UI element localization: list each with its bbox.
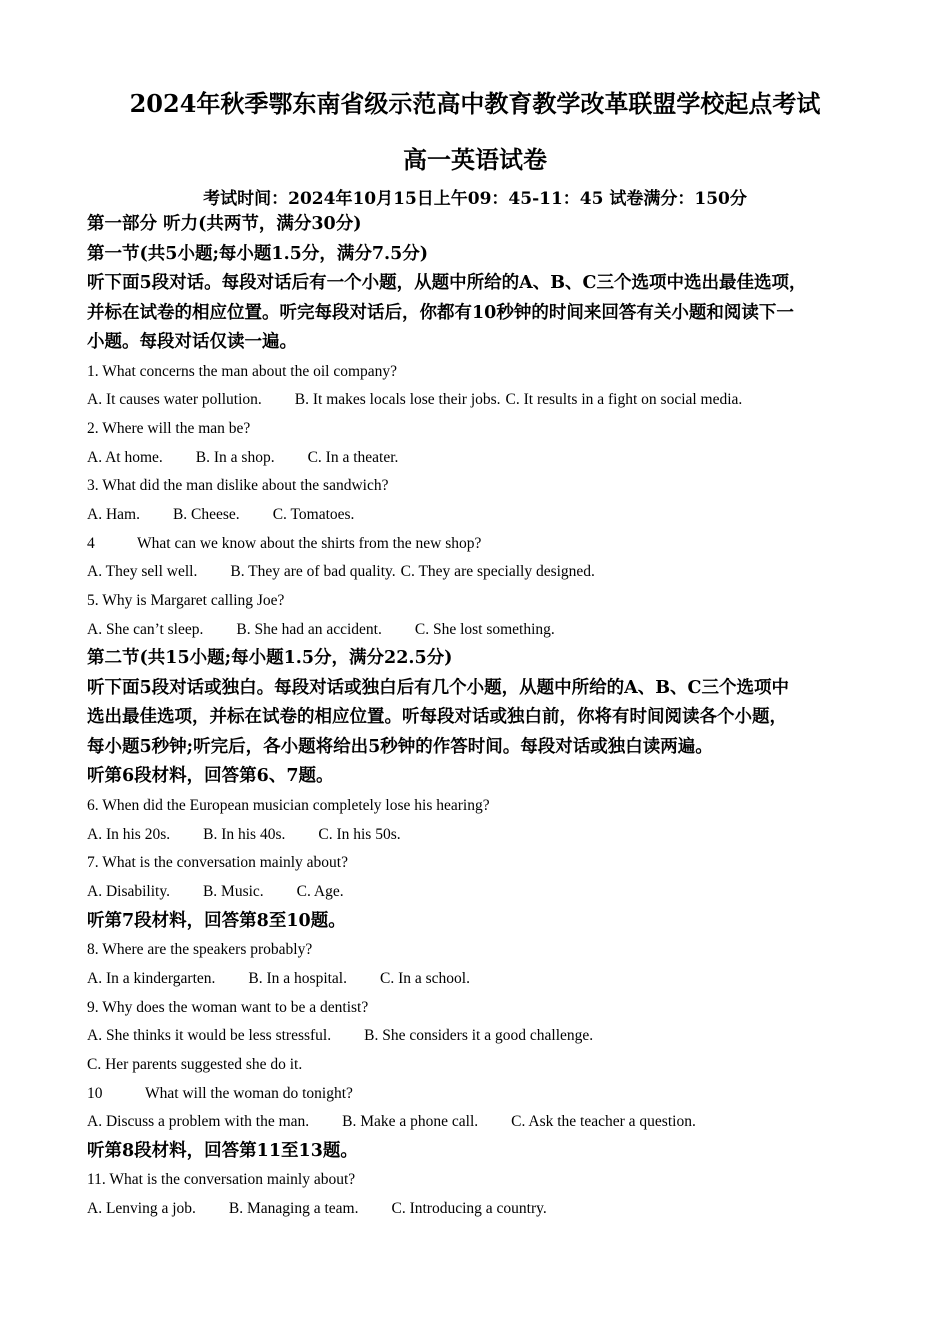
option-c: C. In a school. (380, 969, 470, 987)
question-4-options (87, 558, 877, 587)
question-3-options (87, 501, 877, 530)
option-b: B. They are of bad quality. (230, 563, 396, 581)
question-9: 9. Why does the woman want to be a dentist? (87, 998, 369, 1016)
option-b: B. Music. (202, 882, 264, 900)
option-a: A. At home. (87, 448, 163, 466)
exam-info: 考试时间：2024年10月15日上午09：45-11：45 试卷满分：150分 (203, 189, 747, 209)
question-7: 7. What is the conversation mainly about? (87, 854, 348, 872)
question-8-options (87, 965, 877, 994)
exam-subtitle: 高一英语试卷 (403, 145, 547, 174)
option-b: B. It makes locals lose their jobs. (294, 391, 501, 409)
question-9-option-c: C. Her parents suggested she do it. (87, 1055, 303, 1073)
question-4 (87, 530, 877, 559)
section1-instruction-line: 听下面5段对话。每段对话后有一个小题，从题中所给的A、B、C三个选项中选出最佳选项， (87, 273, 807, 293)
option-b: B. Make a phone call. (342, 1113, 479, 1131)
option-a: A. In a kindergarten. (87, 969, 216, 987)
group-6-heading: 听第6段材料，回答第6、7题。 (87, 766, 334, 787)
option-c: C. Age. (296, 882, 344, 900)
option-c: C. Tomatoes. (272, 505, 355, 523)
option-b: B. In a shop. (195, 448, 275, 466)
option-a: A. She thinks it would be less stressful. (87, 1027, 332, 1045)
question-11-options (87, 1195, 877, 1224)
question-1: 1. What concerns the man about the oil company? (87, 362, 398, 380)
option-a: A. Disability. (87, 882, 170, 900)
question-5-options (87, 616, 877, 645)
question-8: 8. Where are the speakers probably? (87, 941, 313, 959)
section2-instruction-line: 每小题5秒钟;听完后，各小题将给出5秒钟的作答时间。每段对话或独白读两遍。 (87, 736, 713, 757)
section1-instruction-line: 并标在试卷的相应位置。听完每段对话后，你都有10秒钟的时间来回答有关小题和阅读下一 (87, 302, 794, 323)
option-c: C. It results in a fight on social media. (505, 391, 743, 409)
option-a: A. It causes water pollution. (87, 391, 262, 409)
option-c: C. She lost something. (414, 620, 555, 638)
option-b: B. Cheese. (172, 505, 240, 523)
section2-instruction-line: 选出最佳选项，并标在试卷的相应位置。听每段对话或独白前，你将有时间阅读各个小题， (87, 707, 787, 728)
option-a: A. They sell well. (87, 563, 198, 581)
question-9-options (87, 1022, 877, 1051)
option-b: B. Managing a team. (228, 1200, 359, 1218)
question-10 (87, 1080, 877, 1109)
option-c: C. Ask the teacher a question. (511, 1113, 696, 1131)
exam-title: 2024年秋季鄂东南省级示范高中教育教学改革联盟学校起点考试 (129, 89, 821, 118)
question-6: 6. When did the European musician completely lose his hearing? (87, 796, 490, 814)
part1-heading: 第一部分 听力(共两节，满分30分) (87, 214, 362, 234)
section2-heading: 第二节(共15小题;每小题1.5分，满分22.5分) (87, 648, 453, 669)
option-b: B. She had an accident. (236, 620, 382, 638)
option-c: C. They are specially designed. (400, 563, 595, 581)
option-b: B. In a hospital. (248, 969, 347, 987)
question-text: What can we know about the shirts from the new shop? (137, 534, 482, 552)
question-2-options (87, 444, 877, 473)
question-11: 11. What is the conversation mainly about? (87, 1171, 356, 1189)
option-a: A. Ham. (87, 505, 140, 523)
option-c: C. In his 50s. (318, 825, 401, 843)
question-6-options (87, 821, 877, 850)
question-1-options (87, 386, 877, 415)
question-5: 5. Why is Margaret calling Joe? (87, 592, 285, 609)
option-a: A. She can’t sleep. (87, 620, 204, 638)
group-7-heading: 听第7段材料，回答第8至10题。 (87, 910, 346, 931)
question-3: 3. What did the man dislike about the sandwich? (87, 477, 389, 495)
option-b: B. In his 40s. (203, 825, 286, 843)
option-a: A. Lenving a job. (87, 1200, 196, 1218)
question-text: What will the woman do tonight? (145, 1084, 353, 1102)
question-10-options (87, 1108, 877, 1137)
question-2: 2. Where will the man be? (87, 419, 251, 437)
option-c: C. Introducing a country. (391, 1200, 547, 1218)
section1-instruction-line: 小题。每段对话仅读一遍。 (87, 332, 297, 352)
option-c: C. In a theater. (307, 448, 399, 466)
question-number: 10 (87, 1084, 103, 1102)
exam-content (87, 210, 877, 1224)
section1-heading: 第一节(共5小题;每小题1.5分，满分7.5分) (87, 243, 429, 264)
option-b: B. She considers it a good challenge. (364, 1027, 594, 1045)
question-7-options (87, 878, 877, 907)
question-number: 4 (87, 534, 95, 552)
option-a: A. Discuss a problem with the man. (87, 1113, 310, 1131)
group-8-heading: 听第8段材料，回答第11至13题。 (87, 1140, 358, 1161)
section2-instruction-line: 听下面5段对话或独白。每段对话或独白后有几个小题，从题中所给的A、B、C三个选项中 (87, 677, 789, 698)
option-a: A. In his 20s. (87, 825, 171, 843)
